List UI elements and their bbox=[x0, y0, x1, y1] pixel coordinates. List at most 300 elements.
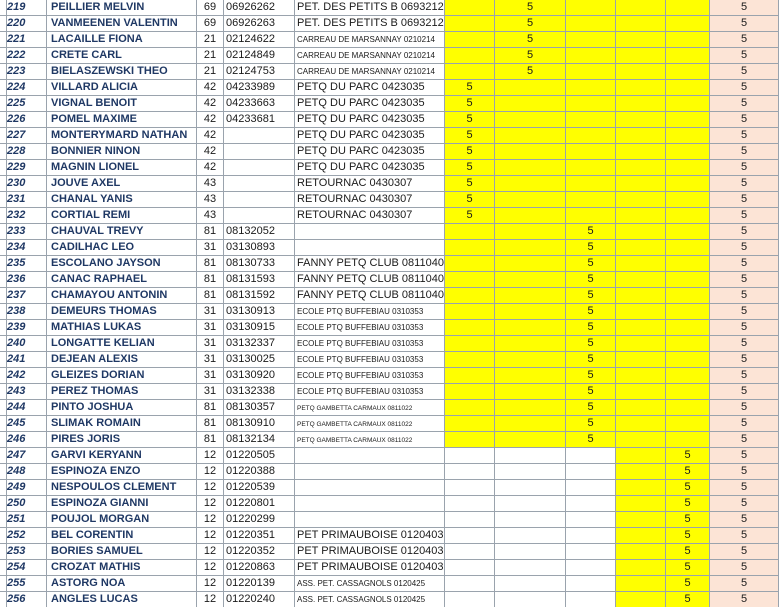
table-row[interactable] bbox=[0, 320, 779, 336]
name-cell[interactable]: ASTORG NOA bbox=[47, 576, 197, 592]
club-cell[interactable] bbox=[295, 352, 445, 368]
score-cell-s4[interactable] bbox=[616, 512, 666, 528]
score-cell-s1[interactable] bbox=[445, 64, 495, 80]
score-cell-s1[interactable] bbox=[445, 16, 495, 32]
table-row[interactable] bbox=[0, 0, 779, 16]
score-cell-s4[interactable] bbox=[616, 480, 666, 496]
license-cell[interactable]: 08131592 bbox=[224, 288, 295, 304]
score-cell-s1[interactable] bbox=[445, 400, 495, 416]
id-cell[interactable]: 251 bbox=[7, 512, 47, 528]
license-cell[interactable] bbox=[224, 192, 295, 208]
row-header-cell[interactable] bbox=[0, 304, 7, 320]
dept-cell[interactable]: 12 bbox=[197, 464, 224, 480]
score-cell-s5[interactable] bbox=[666, 48, 710, 64]
score-cell-s2[interactable]: 5 bbox=[495, 48, 566, 64]
score-cell-s3[interactable] bbox=[566, 144, 616, 160]
total-cell[interactable]: 5 bbox=[710, 336, 779, 352]
dept-cell[interactable]: 43 bbox=[197, 208, 224, 224]
score-cell-s4[interactable] bbox=[616, 304, 666, 320]
row-header-cell[interactable] bbox=[0, 288, 7, 304]
total-cell[interactable]: 5 bbox=[710, 288, 779, 304]
score-cell-s4[interactable] bbox=[616, 192, 666, 208]
score-cell-s4[interactable] bbox=[616, 96, 666, 112]
table-row[interactable] bbox=[0, 64, 779, 80]
license-cell[interactable]: 06926263 bbox=[224, 16, 295, 32]
score-cell-s5[interactable] bbox=[666, 304, 710, 320]
dept-cell[interactable]: 31 bbox=[197, 384, 224, 400]
total-cell[interactable]: 5 bbox=[710, 32, 779, 48]
row-header-cell[interactable] bbox=[0, 224, 7, 240]
score-cell-s2[interactable] bbox=[495, 224, 566, 240]
id-cell[interactable]: 239 bbox=[7, 320, 47, 336]
total-cell[interactable]: 5 bbox=[710, 528, 779, 544]
club-cell[interactable] bbox=[295, 96, 445, 112]
score-cell-s2[interactable] bbox=[495, 496, 566, 512]
score-cell-s2[interactable] bbox=[495, 352, 566, 368]
club-cell[interactable] bbox=[295, 576, 445, 592]
dept-cell[interactable]: 12 bbox=[197, 560, 224, 576]
table-row[interactable] bbox=[0, 368, 779, 384]
score-cell-s3[interactable] bbox=[566, 96, 616, 112]
id-cell[interactable]: 231 bbox=[7, 192, 47, 208]
club-cell[interactable] bbox=[295, 0, 445, 16]
club-cell[interactable] bbox=[295, 64, 445, 80]
dept-cell[interactable]: 12 bbox=[197, 528, 224, 544]
club-cell[interactable] bbox=[295, 432, 445, 448]
score-cell-s4[interactable] bbox=[616, 416, 666, 432]
score-cell-s4[interactable] bbox=[616, 368, 666, 384]
score-cell-s4[interactable] bbox=[616, 208, 666, 224]
score-cell-s2[interactable]: 5 bbox=[495, 64, 566, 80]
score-cell-s2[interactable] bbox=[495, 144, 566, 160]
name-cell[interactable]: BEL CORENTIN bbox=[47, 528, 197, 544]
table-row[interactable] bbox=[0, 112, 779, 128]
score-cell-s4[interactable] bbox=[616, 80, 666, 96]
table-row[interactable] bbox=[0, 176, 779, 192]
score-cell-s2[interactable] bbox=[495, 160, 566, 176]
score-cell-s5[interactable] bbox=[666, 208, 710, 224]
dept-cell[interactable]: 81 bbox=[197, 400, 224, 416]
score-cell-s3[interactable] bbox=[566, 0, 616, 16]
row-header-cell[interactable] bbox=[0, 192, 7, 208]
club-cell[interactable] bbox=[295, 224, 445, 240]
row-header-cell[interactable] bbox=[0, 144, 7, 160]
license-cell[interactable]: 04233681 bbox=[224, 112, 295, 128]
id-cell[interactable]: 243 bbox=[7, 384, 47, 400]
score-cell-s4[interactable] bbox=[616, 336, 666, 352]
score-cell-s4[interactable] bbox=[616, 432, 666, 448]
license-cell[interactable] bbox=[224, 144, 295, 160]
license-cell[interactable]: 01220388 bbox=[224, 464, 295, 480]
table-row[interactable] bbox=[0, 384, 779, 400]
club-cell[interactable] bbox=[295, 480, 445, 496]
row-header-cell[interactable] bbox=[0, 544, 7, 560]
row-header-cell[interactable] bbox=[0, 464, 7, 480]
row-header-cell[interactable] bbox=[0, 272, 7, 288]
total-cell[interactable]: 5 bbox=[710, 432, 779, 448]
license-cell[interactable]: 08130910 bbox=[224, 416, 295, 432]
club-cell[interactable] bbox=[295, 176, 445, 192]
score-cell-s1[interactable] bbox=[445, 448, 495, 464]
score-cell-s3[interactable] bbox=[566, 128, 616, 144]
total-cell[interactable]: 5 bbox=[710, 128, 779, 144]
id-cell[interactable]: 234 bbox=[7, 240, 47, 256]
score-cell-s3[interactable] bbox=[566, 448, 616, 464]
score-cell-s1[interactable] bbox=[445, 416, 495, 432]
row-header-cell[interactable] bbox=[0, 80, 7, 96]
name-cell[interactable]: GLEIZES DORIAN bbox=[47, 368, 197, 384]
name-cell[interactable]: MATHIAS LUKAS bbox=[47, 320, 197, 336]
score-cell-s2[interactable] bbox=[495, 208, 566, 224]
license-cell[interactable]: 08130733 bbox=[224, 256, 295, 272]
name-cell[interactable]: CORTIAL REMI bbox=[47, 208, 197, 224]
club-cell[interactable] bbox=[295, 400, 445, 416]
score-cell-s3[interactable] bbox=[566, 480, 616, 496]
club-cell[interactable] bbox=[295, 384, 445, 400]
score-cell-s2[interactable] bbox=[495, 576, 566, 592]
total-cell[interactable]: 5 bbox=[710, 480, 779, 496]
score-cell-s3[interactable]: 5 bbox=[566, 240, 616, 256]
id-cell[interactable]: 237 bbox=[7, 288, 47, 304]
name-cell[interactable]: BONNIER NINON bbox=[47, 144, 197, 160]
score-cell-s3[interactable] bbox=[566, 64, 616, 80]
club-cell[interactable] bbox=[295, 48, 445, 64]
table-row[interactable] bbox=[0, 160, 779, 176]
table-row[interactable] bbox=[0, 208, 779, 224]
name-cell[interactable]: GARVI KERYANN bbox=[47, 448, 197, 464]
club-cell[interactable] bbox=[295, 112, 445, 128]
score-cell-s3[interactable]: 5 bbox=[566, 400, 616, 416]
score-cell-s2[interactable] bbox=[495, 528, 566, 544]
license-cell[interactable]: 01220801 bbox=[224, 496, 295, 512]
dept-cell[interactable]: 31 bbox=[197, 240, 224, 256]
license-cell[interactable]: 04233989 bbox=[224, 80, 295, 96]
dept-cell[interactable]: 42 bbox=[197, 128, 224, 144]
total-cell[interactable]: 5 bbox=[710, 576, 779, 592]
score-cell-s1[interactable] bbox=[445, 496, 495, 512]
license-cell[interactable]: 04233663 bbox=[224, 96, 295, 112]
id-cell[interactable]: 247 bbox=[7, 448, 47, 464]
total-cell[interactable]: 5 bbox=[710, 48, 779, 64]
total-cell[interactable]: 5 bbox=[710, 240, 779, 256]
dept-cell[interactable]: 81 bbox=[197, 272, 224, 288]
club-cell[interactable] bbox=[295, 544, 445, 560]
score-cell-s1[interactable] bbox=[445, 48, 495, 64]
score-cell-s5[interactable] bbox=[666, 256, 710, 272]
score-cell-s4[interactable] bbox=[616, 224, 666, 240]
row-header-cell[interactable] bbox=[0, 576, 7, 592]
row-header-cell[interactable] bbox=[0, 384, 7, 400]
score-cell-s5[interactable] bbox=[666, 224, 710, 240]
total-cell[interactable]: 5 bbox=[710, 544, 779, 560]
license-cell[interactable]: 02124622 bbox=[224, 32, 295, 48]
row-header-cell[interactable] bbox=[0, 496, 7, 512]
id-cell[interactable]: 238 bbox=[7, 304, 47, 320]
total-cell[interactable]: 5 bbox=[710, 0, 779, 16]
license-cell[interactable]: 03130893 bbox=[224, 240, 295, 256]
row-header-cell[interactable] bbox=[0, 160, 7, 176]
score-cell-s3[interactable] bbox=[566, 48, 616, 64]
score-cell-s1[interactable] bbox=[445, 224, 495, 240]
dept-cell[interactable]: 42 bbox=[197, 96, 224, 112]
name-cell[interactable]: NESPOULOS CLEMENT bbox=[47, 480, 197, 496]
total-cell[interactable]: 5 bbox=[710, 560, 779, 576]
score-cell-s2[interactable] bbox=[495, 112, 566, 128]
club-cell[interactable] bbox=[295, 256, 445, 272]
table-row[interactable] bbox=[0, 592, 779, 607]
score-cell-s1[interactable] bbox=[445, 0, 495, 16]
score-cell-s2[interactable] bbox=[495, 304, 566, 320]
score-cell-s4[interactable] bbox=[616, 0, 666, 16]
license-cell[interactable]: 02124753 bbox=[224, 64, 295, 80]
score-cell-s5[interactable] bbox=[666, 32, 710, 48]
score-cell-s1[interactable] bbox=[445, 336, 495, 352]
score-cell-s4[interactable] bbox=[616, 400, 666, 416]
total-cell[interactable]: 5 bbox=[710, 592, 779, 607]
total-cell[interactable]: 5 bbox=[710, 96, 779, 112]
score-cell-s4[interactable] bbox=[616, 160, 666, 176]
id-cell[interactable]: 224 bbox=[7, 80, 47, 96]
score-cell-s1[interactable] bbox=[445, 560, 495, 576]
dept-cell[interactable]: 12 bbox=[197, 544, 224, 560]
score-cell-s5[interactable] bbox=[666, 320, 710, 336]
row-header-cell[interactable] bbox=[0, 240, 7, 256]
score-cell-s3[interactable]: 5 bbox=[566, 352, 616, 368]
id-cell[interactable]: 229 bbox=[7, 160, 47, 176]
dept-cell[interactable]: 81 bbox=[197, 416, 224, 432]
score-cell-s4[interactable] bbox=[616, 240, 666, 256]
club-cell[interactable] bbox=[295, 448, 445, 464]
dept-cell[interactable]: 21 bbox=[197, 64, 224, 80]
total-cell[interactable]: 5 bbox=[710, 464, 779, 480]
score-cell-s1[interactable]: 5 bbox=[445, 128, 495, 144]
license-cell[interactable]: 08130357 bbox=[224, 400, 295, 416]
total-cell[interactable]: 5 bbox=[710, 384, 779, 400]
club-cell[interactable] bbox=[295, 80, 445, 96]
id-cell[interactable]: 235 bbox=[7, 256, 47, 272]
table-row[interactable] bbox=[0, 80, 779, 96]
name-cell[interactable]: LACAILLE FIONA bbox=[47, 32, 197, 48]
row-header-cell[interactable] bbox=[0, 112, 7, 128]
score-cell-s4[interactable] bbox=[616, 352, 666, 368]
name-cell[interactable]: PIRES JORIS bbox=[47, 432, 197, 448]
score-cell-s5[interactable]: 5 bbox=[666, 464, 710, 480]
row-header-cell[interactable] bbox=[0, 32, 7, 48]
score-cell-s1[interactable]: 5 bbox=[445, 144, 495, 160]
row-header-cell[interactable] bbox=[0, 208, 7, 224]
score-cell-s4[interactable] bbox=[616, 544, 666, 560]
score-cell-s3[interactable]: 5 bbox=[566, 256, 616, 272]
license-cell[interactable] bbox=[224, 160, 295, 176]
club-cell[interactable] bbox=[295, 528, 445, 544]
id-cell[interactable]: 233 bbox=[7, 224, 47, 240]
score-cell-s1[interactable]: 5 bbox=[445, 208, 495, 224]
id-cell[interactable]: 246 bbox=[7, 432, 47, 448]
total-cell[interactable]: 5 bbox=[710, 352, 779, 368]
name-cell[interactable]: CHANAL YANIS bbox=[47, 192, 197, 208]
id-cell[interactable]: 223 bbox=[7, 64, 47, 80]
score-cell-s1[interactable] bbox=[445, 544, 495, 560]
table-row[interactable] bbox=[0, 288, 779, 304]
name-cell[interactable]: VIGNAL BENOIT bbox=[47, 96, 197, 112]
total-cell[interactable]: 5 bbox=[710, 80, 779, 96]
row-header-cell[interactable] bbox=[0, 256, 7, 272]
id-cell[interactable]: 248 bbox=[7, 464, 47, 480]
row-header-cell[interactable] bbox=[0, 400, 7, 416]
score-cell-s2[interactable] bbox=[495, 240, 566, 256]
score-cell-s2[interactable] bbox=[495, 176, 566, 192]
license-cell[interactable]: 01220863 bbox=[224, 560, 295, 576]
id-cell[interactable]: 249 bbox=[7, 480, 47, 496]
club-cell[interactable] bbox=[295, 496, 445, 512]
name-cell[interactable]: CHAMAYOU ANTONIN bbox=[47, 288, 197, 304]
table-row[interactable] bbox=[0, 560, 779, 576]
score-cell-s2[interactable] bbox=[495, 448, 566, 464]
table-row[interactable] bbox=[0, 432, 779, 448]
score-cell-s5[interactable] bbox=[666, 368, 710, 384]
dept-cell[interactable]: 81 bbox=[197, 288, 224, 304]
dept-cell[interactable]: 81 bbox=[197, 256, 224, 272]
table-row[interactable] bbox=[0, 528, 779, 544]
score-cell-s1[interactable] bbox=[445, 272, 495, 288]
name-cell[interactable]: CRETE CARL bbox=[47, 48, 197, 64]
score-cell-s4[interactable] bbox=[616, 464, 666, 480]
table-row[interactable] bbox=[0, 416, 779, 432]
table-row[interactable] bbox=[0, 144, 779, 160]
name-cell[interactable]: CHAUVAL TREVY bbox=[47, 224, 197, 240]
id-cell[interactable]: 236 bbox=[7, 272, 47, 288]
id-cell[interactable]: 226 bbox=[7, 112, 47, 128]
score-cell-s5[interactable]: 5 bbox=[666, 528, 710, 544]
id-cell[interactable]: 255 bbox=[7, 576, 47, 592]
score-cell-s2[interactable] bbox=[495, 128, 566, 144]
total-cell[interactable]: 5 bbox=[710, 272, 779, 288]
score-cell-s5[interactable] bbox=[666, 144, 710, 160]
row-header-cell[interactable] bbox=[0, 512, 7, 528]
license-cell[interactable]: 03130915 bbox=[224, 320, 295, 336]
name-cell[interactable]: JOUVE AXEL bbox=[47, 176, 197, 192]
id-cell[interactable]: 253 bbox=[7, 544, 47, 560]
license-cell[interactable]: 08132052 bbox=[224, 224, 295, 240]
club-cell[interactable] bbox=[295, 128, 445, 144]
score-cell-s5[interactable] bbox=[666, 64, 710, 80]
score-cell-s5[interactable] bbox=[666, 240, 710, 256]
score-cell-s3[interactable] bbox=[566, 112, 616, 128]
id-cell[interactable]: 252 bbox=[7, 528, 47, 544]
score-cell-s1[interactable]: 5 bbox=[445, 112, 495, 128]
name-cell[interactable]: SLIMAK ROMAIN bbox=[47, 416, 197, 432]
dept-cell[interactable]: 42 bbox=[197, 144, 224, 160]
score-cell-s1[interactable] bbox=[445, 368, 495, 384]
total-cell[interactable]: 5 bbox=[710, 144, 779, 160]
id-cell[interactable]: 221 bbox=[7, 32, 47, 48]
score-cell-s1[interactable]: 5 bbox=[445, 160, 495, 176]
id-cell[interactable]: 225 bbox=[7, 96, 47, 112]
name-cell[interactable]: CANAC RAPHAEL bbox=[47, 272, 197, 288]
row-header-cell[interactable] bbox=[0, 368, 7, 384]
total-cell[interactable]: 5 bbox=[710, 64, 779, 80]
dept-cell[interactable]: 12 bbox=[197, 592, 224, 607]
score-cell-s2[interactable] bbox=[495, 544, 566, 560]
score-cell-s1[interactable] bbox=[445, 464, 495, 480]
score-cell-s4[interactable] bbox=[616, 16, 666, 32]
table-row[interactable] bbox=[0, 48, 779, 64]
score-cell-s5[interactable] bbox=[666, 0, 710, 16]
total-cell[interactable]: 5 bbox=[710, 224, 779, 240]
name-cell[interactable]: ANGLES LUCAS bbox=[47, 592, 197, 607]
id-cell[interactable]: 219 bbox=[7, 0, 47, 16]
score-cell-s3[interactable]: 5 bbox=[566, 416, 616, 432]
name-cell[interactable]: POMEL MAXIME bbox=[47, 112, 197, 128]
score-cell-s1[interactable] bbox=[445, 32, 495, 48]
table-row[interactable] bbox=[0, 400, 779, 416]
dept-cell[interactable]: 21 bbox=[197, 32, 224, 48]
license-cell[interactable]: 02124849 bbox=[224, 48, 295, 64]
score-cell-s1[interactable] bbox=[445, 304, 495, 320]
total-cell[interactable]: 5 bbox=[710, 320, 779, 336]
score-cell-s5[interactable] bbox=[666, 400, 710, 416]
license-cell[interactable]: 01220505 bbox=[224, 448, 295, 464]
name-cell[interactable]: PINTO JOSHUA bbox=[47, 400, 197, 416]
table-row[interactable] bbox=[0, 304, 779, 320]
score-cell-s5[interactable] bbox=[666, 176, 710, 192]
row-header-cell[interactable] bbox=[0, 64, 7, 80]
score-cell-s4[interactable] bbox=[616, 496, 666, 512]
table-row[interactable] bbox=[0, 16, 779, 32]
row-header-cell[interactable] bbox=[0, 336, 7, 352]
table-row[interactable] bbox=[0, 576, 779, 592]
name-cell[interactable]: BIELASZEWSKI THEO bbox=[47, 64, 197, 80]
license-cell[interactable]: 01220352 bbox=[224, 544, 295, 560]
score-cell-s3[interactable] bbox=[566, 512, 616, 528]
score-cell-s4[interactable] bbox=[616, 576, 666, 592]
score-cell-s1[interactable]: 5 bbox=[445, 80, 495, 96]
table-row[interactable] bbox=[0, 544, 779, 560]
score-cell-s3[interactable]: 5 bbox=[566, 384, 616, 400]
score-cell-s2[interactable] bbox=[495, 400, 566, 416]
score-cell-s1[interactable] bbox=[445, 352, 495, 368]
score-cell-s3[interactable] bbox=[566, 160, 616, 176]
row-header-cell[interactable] bbox=[0, 48, 7, 64]
score-cell-s2[interactable] bbox=[495, 336, 566, 352]
dept-cell[interactable]: 42 bbox=[197, 112, 224, 128]
score-cell-s4[interactable] bbox=[616, 144, 666, 160]
score-cell-s1[interactable]: 5 bbox=[445, 176, 495, 192]
score-cell-s5[interactable] bbox=[666, 192, 710, 208]
score-cell-s3[interactable] bbox=[566, 80, 616, 96]
club-cell[interactable] bbox=[295, 208, 445, 224]
id-cell[interactable]: 242 bbox=[7, 368, 47, 384]
name-cell[interactable]: CADILHAC LEO bbox=[47, 240, 197, 256]
row-header-cell[interactable] bbox=[0, 128, 7, 144]
name-cell[interactable]: MONTERYMARD NATHAN bbox=[47, 128, 197, 144]
score-cell-s2[interactable] bbox=[495, 368, 566, 384]
dept-cell[interactable]: 12 bbox=[197, 448, 224, 464]
row-header-cell[interactable] bbox=[0, 560, 7, 576]
dept-cell[interactable]: 31 bbox=[197, 368, 224, 384]
table-row[interactable] bbox=[0, 96, 779, 112]
score-cell-s2[interactable] bbox=[495, 512, 566, 528]
name-cell[interactable]: CROZAT MATHIS bbox=[47, 560, 197, 576]
score-cell-s3[interactable] bbox=[566, 576, 616, 592]
score-cell-s5[interactable]: 5 bbox=[666, 576, 710, 592]
club-cell[interactable] bbox=[295, 560, 445, 576]
score-cell-s2[interactable] bbox=[495, 416, 566, 432]
license-cell[interactable]: 03130913 bbox=[224, 304, 295, 320]
score-cell-s2[interactable]: 5 bbox=[495, 0, 566, 16]
club-cell[interactable] bbox=[295, 144, 445, 160]
total-cell[interactable]: 5 bbox=[710, 400, 779, 416]
